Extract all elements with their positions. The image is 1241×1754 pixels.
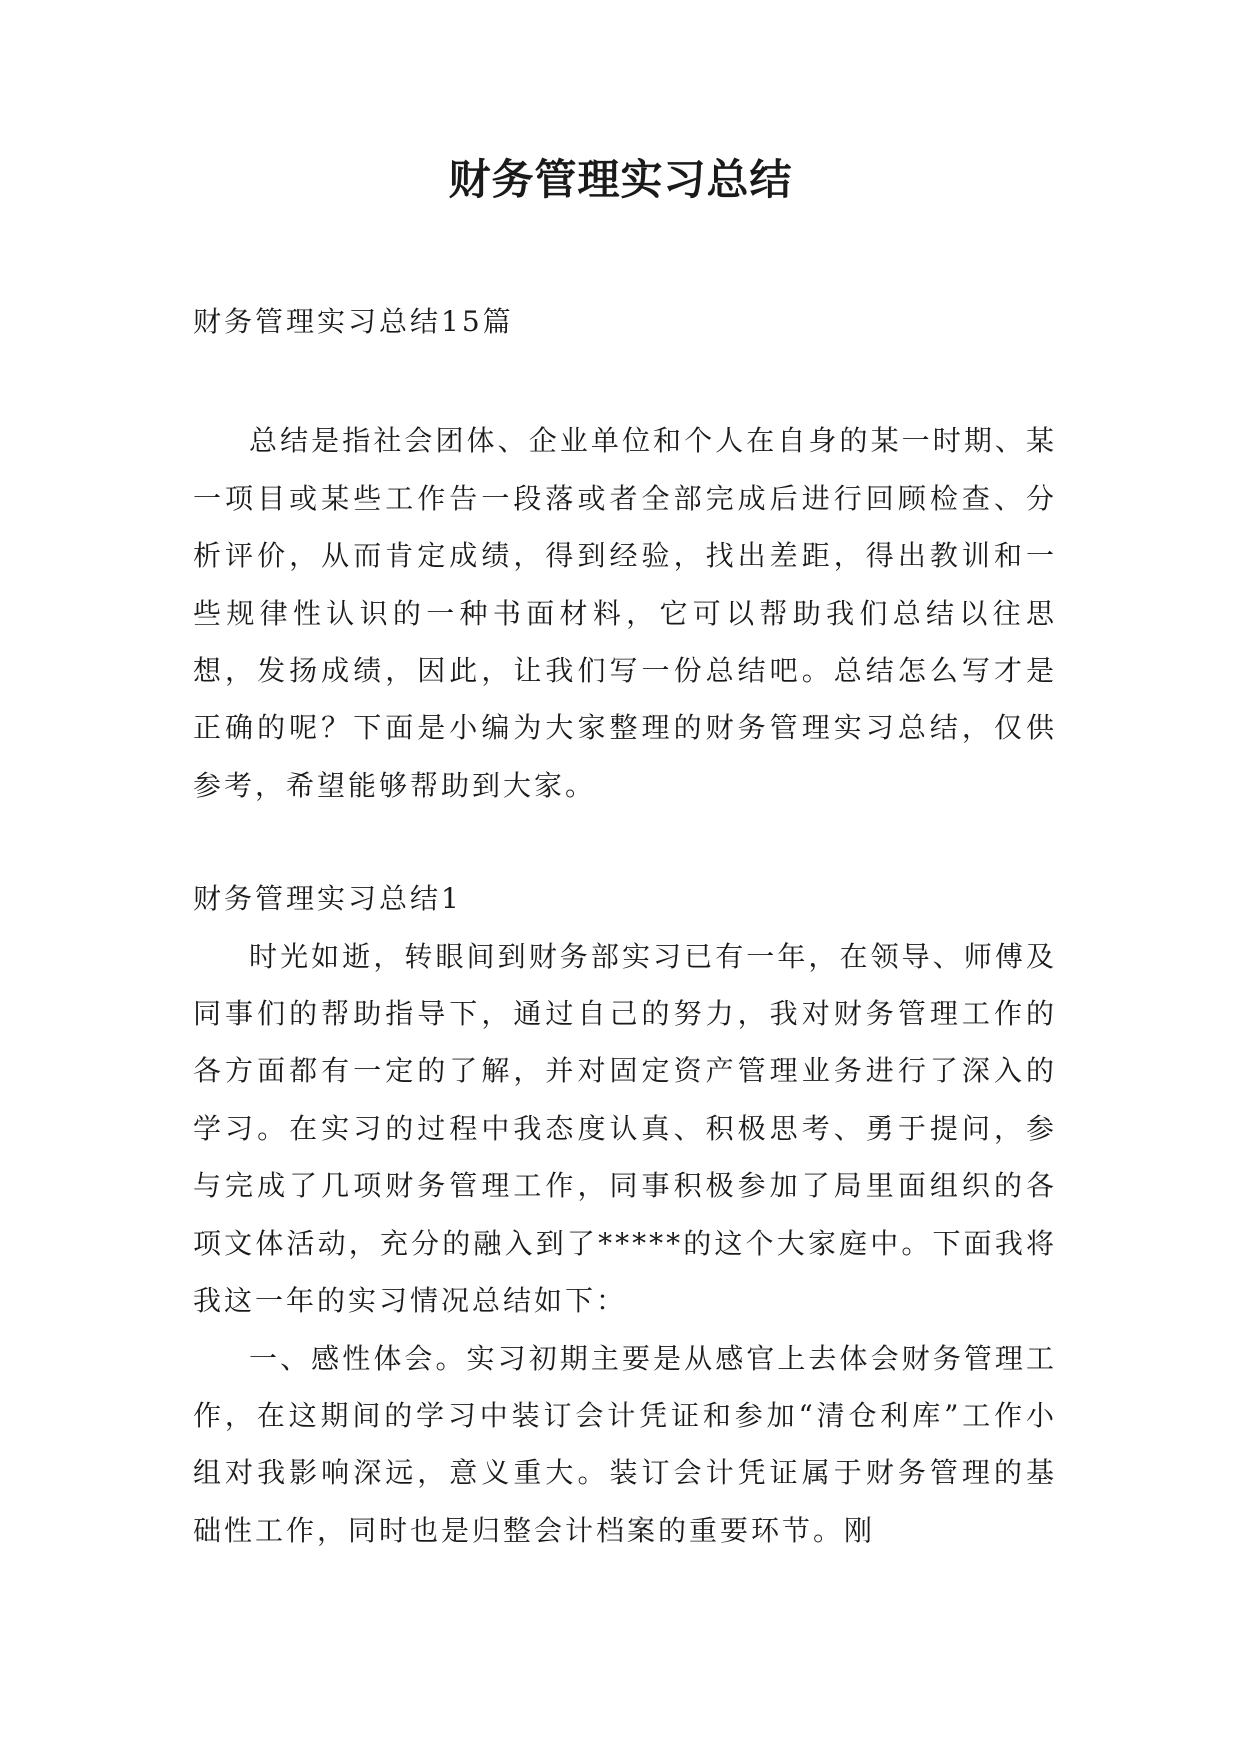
document-title: 财务管理实习总结	[448, 155, 793, 204]
document-body	[193, 293, 1057, 1559]
section-paragraph: 时光如逝，转眼间到财务部实习已有一年，在领导、师傅及同事们的帮助指导下，通过自己的努力，我对财务管理工作的各方面都有一定的了解，并对固定资产管理业务进行了深入的学习。在实习的过程中我态度认真、积极思考、勇于提问，参与完成了几项财务管理工作，同事积极参加了局里面组织的各项文体活动，充分的融入到了*****的这个大家庭中。下面我将我这一年的实习情况总结如下：	[193, 939, 1057, 1318]
section-heading: 财务管理实习总结1	[193, 882, 462, 916]
document-subtitle: 财务管理实习总结15篇	[193, 305, 514, 338]
spacer	[193, 814, 1057, 870]
spacer	[193, 350, 1057, 412]
intro-paragraph: 总结是指社会团体、企业单位和个人在自身的某一时期、某一项目或某些工作告一段落或者全部完成后进行回顾检查、分析评价，从而肯定成绩，得到经验，找出差距，得出教训和一些规律性认识的一种书面材料，它可以帮助我们总结以往思想，发扬成绩，因此，让我们写一份总结吧。总结怎么写才是正确的呢？下面是小编为大家整理的财务管理实习总结，仅供参考，希望能够帮助到大家。	[193, 424, 1057, 802]
section-paragraph: 一、感性体会。实习初期主要是从感官上去体会财务管理工作，在这期间的学习中装订会计凭证和参加“清仓利库”工作小组对我影响深远，意义重大。装订会计凭证属于财务管理的基础性工作，同时也是归整会计档案的重要环节。刚	[193, 1341, 1057, 1547]
